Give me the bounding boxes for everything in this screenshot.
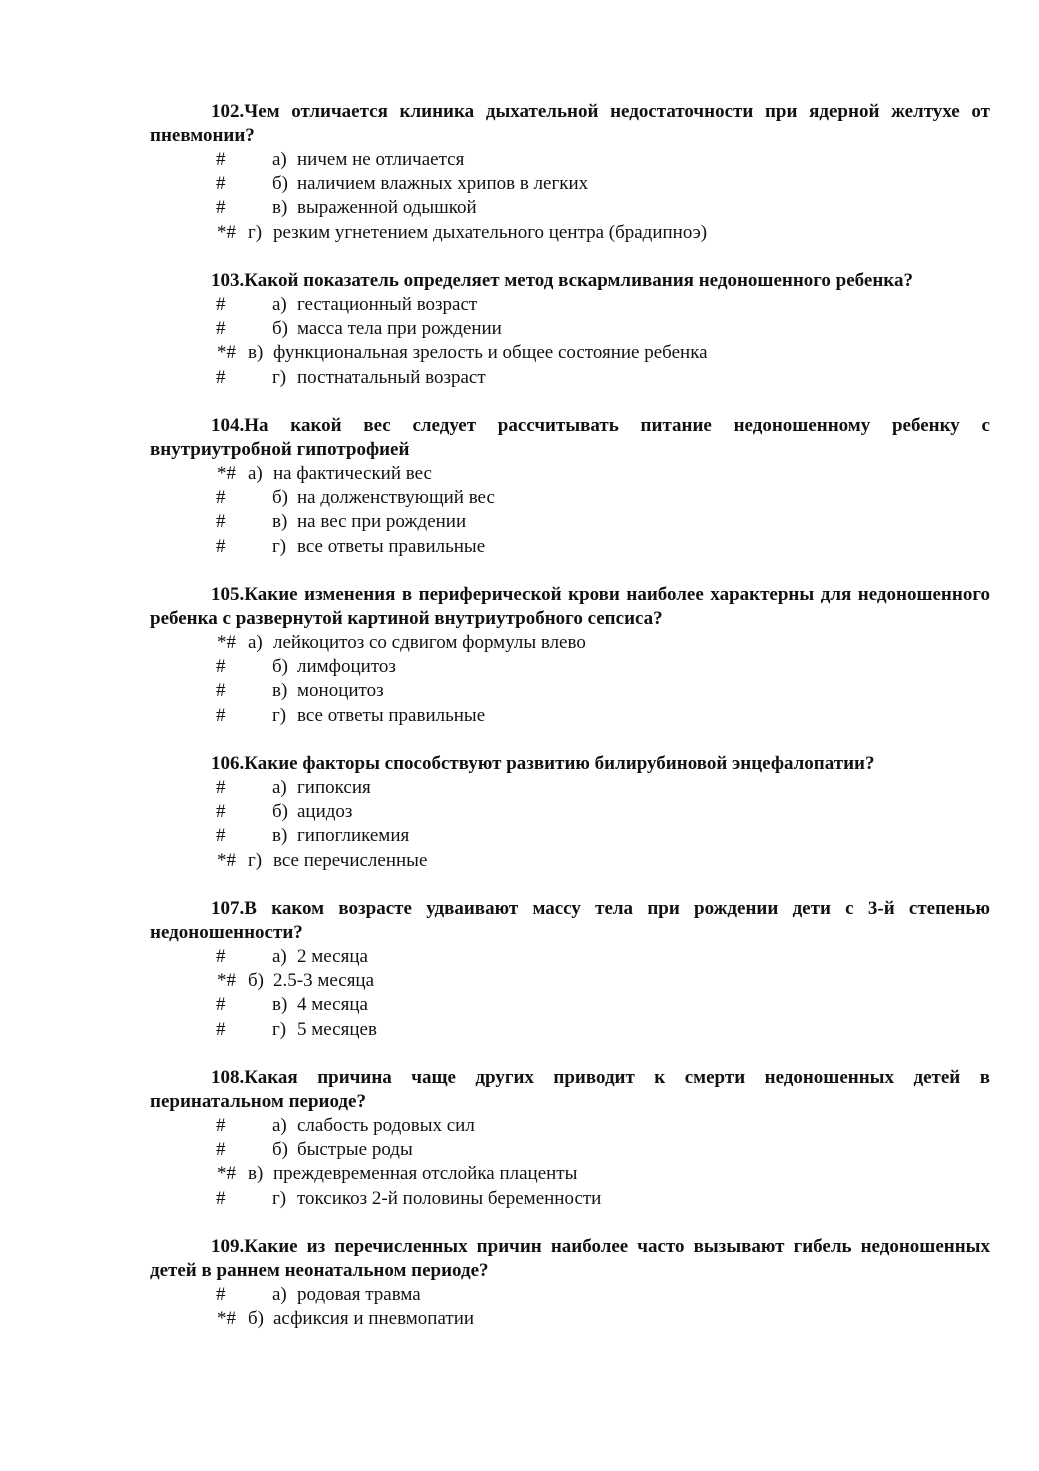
option-text: 4 месяца — [297, 994, 368, 1016]
option-letter: а) — [272, 1115, 287, 1136]
option-text: преждевременная отслойка плаценты — [273, 1163, 578, 1185]
option-marker: *# — [217, 342, 236, 364]
question-text — [150, 414, 990, 462]
option-letter: г) — [272, 535, 287, 557]
question-text — [150, 1235, 990, 1283]
question-text — [150, 1066, 990, 1114]
option-marker: # — [216, 535, 226, 557]
answer-option — [150, 1283, 990, 1307]
answer-option-correct — [150, 341, 990, 365]
answer-option-correct — [150, 849, 990, 873]
option-text: на вес при рождении — [297, 511, 467, 533]
option-letter: а) — [272, 946, 287, 967]
answer-option — [150, 1187, 990, 1211]
answer-option — [150, 800, 990, 824]
option-marker: # — [216, 1284, 226, 1305]
option-text: лимфоцитоз — [297, 656, 396, 678]
option-marker: # — [216, 149, 226, 170]
option-letter: г) — [248, 849, 263, 871]
answer-option-correct — [150, 969, 990, 993]
option-marker: *# — [217, 1308, 236, 1330]
answer-option — [150, 1138, 990, 1162]
option-letter: а) — [248, 632, 263, 653]
question-text — [150, 269, 990, 293]
question-number: 103. — [211, 270, 245, 291]
option-marker: # — [216, 1115, 226, 1136]
option-letter: в) — [248, 1163, 264, 1185]
question-number: 109. — [211, 1236, 245, 1257]
option-letter: в) — [272, 511, 288, 533]
question-text — [150, 752, 990, 776]
option-letter: в) — [248, 342, 264, 364]
answer-option — [150, 776, 990, 800]
option-text: 2 месяца — [297, 946, 368, 967]
question-number: 107. — [211, 898, 245, 919]
option-text: токсикоз 2-й половины беременности — [297, 1187, 602, 1209]
question-number: 106. — [211, 753, 245, 774]
option-letter: б) — [272, 656, 288, 678]
answer-option — [150, 510, 990, 534]
option-text: быстрые роды — [297, 1139, 413, 1161]
question-block — [150, 752, 990, 873]
option-marker: *# — [217, 463, 236, 484]
option-text: моноцитоз — [297, 680, 384, 702]
option-marker: # — [216, 946, 226, 967]
option-letter: а) — [272, 149, 287, 170]
option-text: выраженной одышкой — [297, 197, 477, 219]
answer-option — [150, 148, 990, 172]
question-text — [150, 583, 990, 631]
answer-option — [150, 293, 990, 317]
option-text: все ответы правильные — [297, 704, 486, 726]
option-letter: г) — [248, 221, 263, 243]
option-text: гестационный возраст — [297, 294, 478, 315]
option-marker: # — [216, 318, 226, 340]
answer-option — [150, 824, 990, 848]
option-text: родовая травма — [297, 1284, 421, 1305]
option-text: 2.5-3 месяца — [273, 970, 375, 992]
option-marker: # — [216, 704, 226, 726]
option-text: гипоксия — [297, 777, 371, 798]
option-marker: # — [216, 511, 226, 533]
question-stem: Какой показатель определяет метод вскармливания недоношенного ребенка? — [244, 270, 913, 291]
option-letter: б) — [272, 801, 288, 823]
option-text: ацидоз — [297, 801, 353, 823]
option-letter: а) — [248, 463, 263, 484]
option-text: все ответы правильные — [297, 535, 486, 557]
answer-option — [150, 172, 990, 196]
option-letter: а) — [272, 777, 287, 798]
option-letter: в) — [272, 994, 288, 1016]
answer-option — [150, 1018, 990, 1042]
answer-option-correct — [150, 221, 990, 245]
option-text: на долженствующий вес — [297, 487, 495, 509]
question-block — [150, 583, 990, 728]
option-text: гипогликемия — [297, 825, 410, 847]
question-number: 102. — [211, 101, 245, 122]
answer-option — [150, 366, 990, 390]
option-text: наличием влажных хрипов в легких — [297, 173, 589, 195]
option-text: лейкоцитоз со сдвигом формулы влево — [273, 632, 586, 653]
option-letter: б) — [248, 1308, 264, 1330]
answer-option — [150, 993, 990, 1017]
question-block — [150, 1066, 990, 1211]
option-letter: б) — [248, 970, 264, 992]
option-letter: б) — [272, 487, 288, 509]
question-number: 104. — [211, 415, 245, 436]
question-stem: Какая причина чаще других приводит к смерти недоношенных детей в перинатальном периоде? — [150, 1067, 990, 1112]
question-stem: В каком возрасте удваивают массу тела при рождении дети с 3-й степенью недоношенности? — [150, 898, 990, 943]
question-stem: Какие факторы способствуют развитию билирубиновой энцефалопатии? — [244, 753, 875, 774]
option-marker: # — [216, 777, 226, 798]
answer-option-correct — [150, 1307, 990, 1331]
answer-option — [150, 704, 990, 728]
question-block — [150, 100, 990, 245]
answer-option — [150, 945, 990, 969]
option-marker: # — [216, 294, 226, 315]
option-marker: # — [216, 1018, 226, 1040]
option-text: масса тела при рождении — [297, 318, 502, 340]
option-marker: # — [216, 197, 226, 219]
option-text: функциональная зрелость и общее состояние ребенка — [273, 342, 708, 364]
option-marker: *# — [217, 1163, 236, 1185]
question-stem: Какие изменения в периферической крови наиболее характерны для недоношенного ребенка с развернутой картиной внутриутробного сепсиса? — [150, 584, 990, 629]
question-number: 105. — [211, 584, 245, 605]
question-stem: Какие из перечисленных причин наиболее часто вызывают гибель недоношенных детей в раннем неонатальном периоде? — [150, 1236, 990, 1281]
option-marker: # — [216, 994, 226, 1016]
option-letter: г) — [272, 366, 287, 388]
option-letter: а) — [272, 1284, 287, 1305]
option-text: на фактический вес — [273, 463, 432, 484]
answer-option — [150, 196, 990, 220]
option-letter: б) — [272, 173, 288, 195]
option-letter: г) — [272, 1018, 287, 1040]
option-text: асфиксия и пневмопатии — [273, 1308, 475, 1330]
question-number: 108. — [211, 1067, 245, 1088]
option-marker: # — [216, 825, 226, 847]
question-stem: На какой вес следует рассчитывать питание недоношенному ребенку с внутриутробной гипотрофией — [150, 415, 990, 460]
answer-option — [150, 679, 990, 703]
question-block — [150, 269, 990, 390]
option-text: постнатальный возраст — [297, 366, 486, 388]
option-marker: # — [216, 680, 226, 702]
option-text: резким угнетением дыхательного центра (брадипноэ) — [273, 221, 708, 243]
question-block — [150, 1235, 990, 1331]
answer-option — [150, 317, 990, 341]
option-text: 5 месяцев — [297, 1018, 377, 1040]
option-letter: б) — [272, 1139, 288, 1161]
option-text: ничем не отличается — [297, 149, 465, 170]
answer-option — [150, 1114, 990, 1138]
option-marker: # — [216, 366, 226, 388]
option-marker: *# — [217, 970, 236, 992]
option-letter: б) — [272, 318, 288, 340]
option-marker: # — [216, 1139, 226, 1161]
answer-option-correct — [150, 631, 990, 655]
answer-option — [150, 486, 990, 510]
question-stem: Чем отличается клиника дыхательной недостаточности при ядерной желтухе от пневмонии? — [150, 101, 990, 146]
option-letter: г) — [272, 1187, 287, 1209]
option-letter: г) — [272, 704, 287, 726]
option-marker: *# — [217, 632, 236, 653]
option-letter: а) — [272, 294, 287, 315]
answer-option-correct — [150, 462, 990, 486]
question-block — [150, 414, 990, 559]
option-text: слабость родовых сил — [297, 1115, 475, 1136]
option-letter: в) — [272, 680, 288, 702]
option-marker: # — [216, 173, 226, 195]
option-marker: # — [216, 801, 226, 823]
option-marker: *# — [217, 849, 236, 871]
option-letter: в) — [272, 825, 288, 847]
question-block — [150, 897, 990, 1042]
answer-option-correct — [150, 1162, 990, 1186]
question-text — [150, 897, 990, 945]
option-text: все перечисленные — [273, 849, 428, 871]
option-letter: в) — [272, 197, 288, 219]
question-text — [150, 100, 990, 148]
option-marker: # — [216, 656, 226, 678]
option-marker: # — [216, 487, 226, 509]
answer-option — [150, 535, 990, 559]
answer-option — [150, 655, 990, 679]
option-marker: *# — [217, 221, 236, 243]
option-marker: # — [216, 1187, 226, 1209]
